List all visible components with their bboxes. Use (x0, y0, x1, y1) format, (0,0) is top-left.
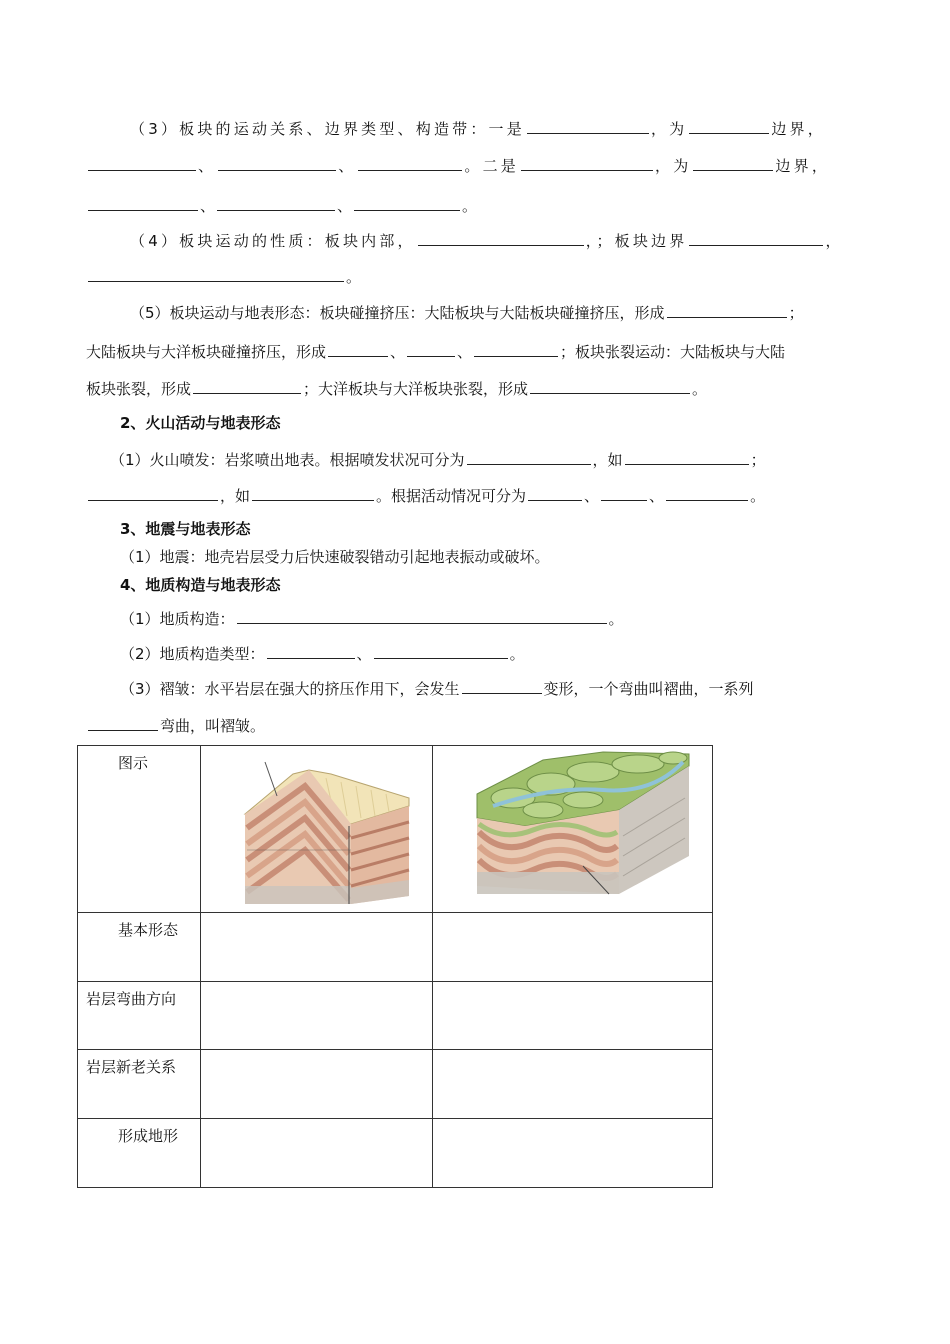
p3-line3: 、 、 。 (86, 195, 950, 216)
fill-blank[interactable] (530, 378, 690, 394)
s4-p3-line2: 弯曲，叫褶皱。 (86, 715, 950, 736)
s4-p3-line1: （3）褶皱：水平岩层在强大的挤压作用下，会发生 变形，一个弯曲叫褶曲，一系列 (120, 680, 754, 698)
p5-line2: 大陆板块与大洋板块碰撞挤压，形成 、 、 ；板块张裂运动：大陆板块与大陆 (86, 343, 786, 361)
fill-blank[interactable] (267, 643, 355, 659)
row-label: 岩层弯曲方向 (78, 982, 201, 1050)
table-row (78, 746, 713, 913)
s4-p2: （2）地质构造类型： 、 。 (120, 645, 525, 663)
fill-blank[interactable] (528, 485, 582, 501)
table-row (78, 1119, 713, 1188)
fill-blank[interactable] (328, 341, 388, 357)
row-label: 图示 (78, 746, 201, 913)
fill-blank[interactable] (358, 155, 462, 171)
fill-blank[interactable] (527, 118, 649, 134)
answer-cell[interactable] (201, 1119, 433, 1188)
fill-blank[interactable] (601, 485, 647, 501)
p3-line1: （3）板块的运动关系、边界类型、构造带：一是 ，为 边界， (130, 120, 826, 138)
answer-cell[interactable] (433, 1050, 713, 1119)
s2-p1-line2: ，如 。根据活动情况可分为 、 、 。 (86, 485, 950, 506)
answer-cell[interactable] (433, 913, 713, 982)
fill-blank[interactable] (407, 341, 455, 357)
fill-blank[interactable] (252, 485, 374, 501)
section4-heading: 4、地质构造与地表形态 (120, 576, 281, 594)
answer-cell[interactable] (201, 982, 433, 1050)
figure-cell-left (201, 746, 433, 913)
figure-cell-right (433, 746, 713, 913)
fill-blank[interactable] (689, 230, 823, 246)
fill-blank[interactable] (374, 643, 508, 659)
fill-blank[interactable] (88, 485, 218, 501)
answer-cell[interactable] (433, 982, 713, 1050)
fill-blank[interactable] (237, 608, 607, 624)
s2-p1-line1: （1）火山喷发：岩浆喷出地表。根据喷发状况可分为 ，如 ； (110, 451, 766, 469)
fold-table (77, 745, 713, 1188)
answer-cell[interactable] (201, 1050, 433, 1119)
fold-series-block-illustration (433, 746, 713, 913)
fill-blank[interactable] (88, 195, 198, 211)
fill-blank[interactable] (625, 449, 749, 465)
fill-blank[interactable] (667, 302, 787, 318)
p4-line2: 。 (86, 266, 950, 287)
fill-blank[interactable] (193, 378, 301, 394)
p4-line1: （4）板块运动的性质：板块内部， ，；板块边界 ， (130, 232, 844, 250)
answer-cell[interactable] (201, 913, 433, 982)
section2-heading: 2、火山活动与地表形态 (120, 414, 281, 432)
p3-line2: 、 、 。二是 ，为 边界， (86, 155, 950, 176)
fill-blank[interactable] (474, 341, 558, 357)
s3-p1: （1）地震：地壳岩层受力后快速破裂错动引起地表振动或破坏。 (120, 548, 550, 566)
fill-blank[interactable] (354, 195, 460, 211)
fill-blank[interactable] (418, 230, 584, 246)
fill-blank[interactable] (462, 678, 542, 694)
row-label: 形成地形 (78, 1119, 201, 1188)
table-row (78, 982, 713, 1050)
section3-heading: 3、地震与地表形态 (120, 520, 251, 538)
anticline-block-illustration (201, 746, 433, 913)
fill-blank[interactable] (217, 195, 335, 211)
fill-blank[interactable] (693, 155, 773, 171)
p5-line1: （5）板块运动与地表形态：板块碰撞挤压：大陆板块与大陆板块碰撞挤压，形成 ； (130, 304, 804, 322)
fill-blank[interactable] (521, 155, 653, 171)
fill-blank[interactable] (467, 449, 591, 465)
fill-blank[interactable] (666, 485, 748, 501)
row-label: 岩层新老关系 (78, 1050, 201, 1119)
fill-blank[interactable] (218, 155, 336, 171)
row-label: 基本形态 (78, 913, 201, 982)
p5-line3: 板块张裂，形成 ；大洋板块与大洋板块张裂，形成 。 (86, 380, 708, 398)
fill-blank[interactable] (689, 118, 769, 134)
fill-blank[interactable] (88, 715, 158, 731)
answer-cell[interactable] (433, 1119, 713, 1188)
fill-blank[interactable] (88, 266, 344, 282)
s4-p1: （1）地质构造： 。 (120, 610, 624, 628)
fill-blank[interactable] (88, 155, 196, 171)
table-row (78, 913, 713, 982)
table-row (78, 1050, 713, 1119)
